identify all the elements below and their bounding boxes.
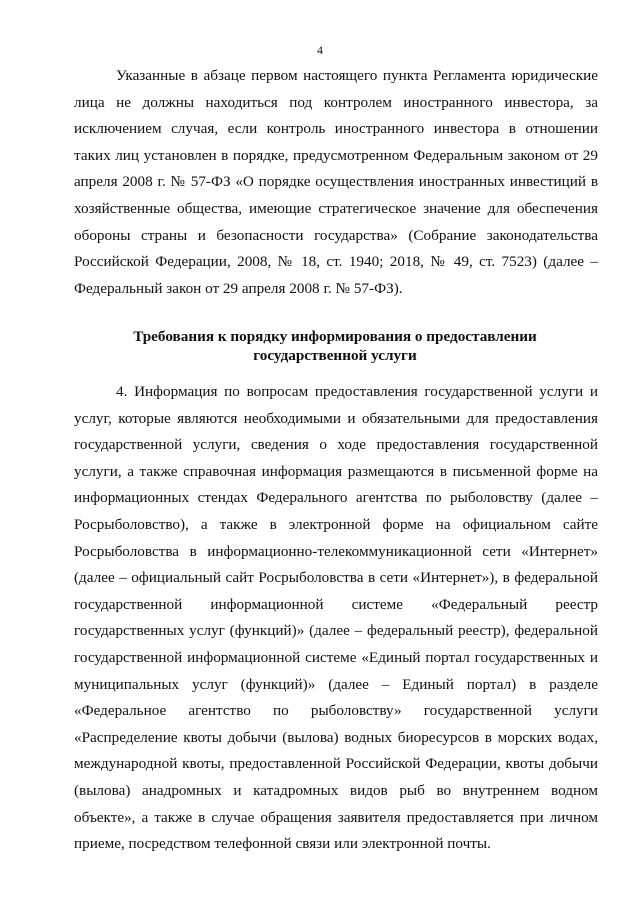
- paragraph-information-item-4: 4. Информация по вопросам предоставления государственной услуги и услуг, которые являются необходимыми и обязательными для предоставления государственной услуги, сведения о ходе предоставления государственной услуги, а также справочная информация размещаются в письменной форме на информационных стендах Федерального агентства по рыболовству (далее – Росрыболовство), а также в электронной форме на официальном сайте Росрыболовства в информационно-телекоммуникационной сети «Интернет» (далее – официальный сайт Росрыболовства в сети «Интернет»), в федеральной государственной информационной системе «Федеральный реестр государственных услуг (функций)» (далее – федеральный реестр), федеральной государственной информационной системе «Единый портал государственных и муниципальных услуг (функций)» (далее – Единый портал) в разделе «Федеральное агентство по рыболовству» государственной услуги «Распределение квоты добычи (вылова) водных биоресурсов в морских водах, международной квоты, предоставленной Российской Федерации, квоты добычи (вылова) анадромных и катадромных видов рыб во внутреннем водном объекте», а также в случае обращения заявителя предоставляется при личном приеме, посредством телефонной связи или электронной почты.: [74, 383, 598, 853]
- section-heading: [80, 327, 590, 365]
- section-heading-line-2: государственной услуги: [253, 347, 417, 364]
- paragraph-foreign-investor: Указанные в абзаце первом настоящего пункта Регламента юридические лица не должны находиться под контролем иностранного инвестора, за исключением случая, если контроль иностранного инвестора в отношении таких лиц установлен в порядке, предусмотренном Федеральным законом от 29 апреля 2008 г. № 57-ФЗ «О порядке осуществления иностранных инвестиций в хозяйственные общества, имеющие стратегическое значение для обеспечения обороны страны и безопасности государства» (Собрание законодательства Российской Федерации, 2008, № 18, ст. 1940; 2018, № 49, ст. 7523) (далее – Федеральный закон от 29 апреля 2008 г. № 57-ФЗ).: [74, 67, 598, 297]
- page-number: 4: [317, 43, 323, 57]
- section-heading-line-1: Требования к порядку информирования о предоставлении: [133, 328, 537, 345]
